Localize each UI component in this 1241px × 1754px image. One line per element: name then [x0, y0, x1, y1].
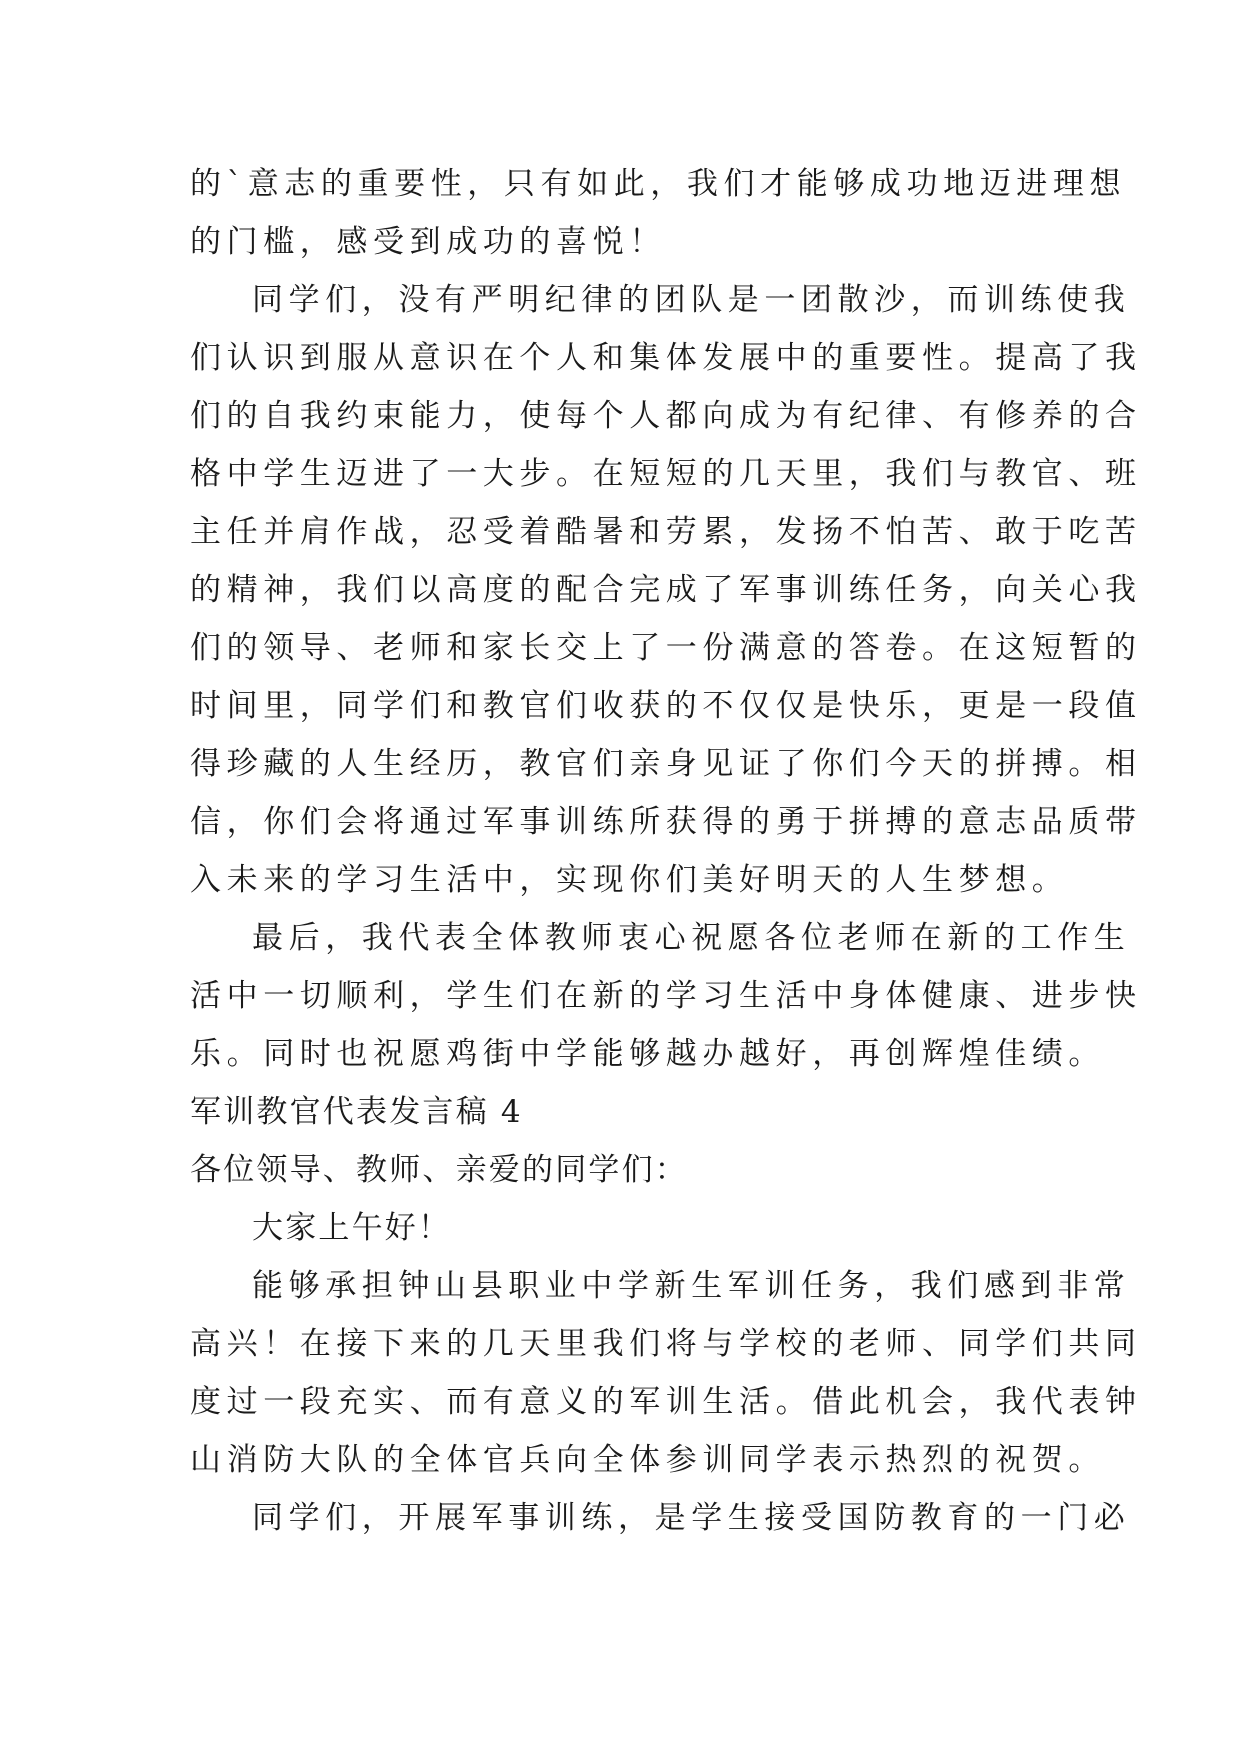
text-line: 的门槛，感受到成功的喜悦！ — [190, 224, 666, 260]
salutation: 各位领导、教师、亲爱的同学们： — [190, 1152, 688, 1188]
section-heading: 军训教官代表发言稿 4 — [190, 1094, 523, 1130]
text-line: 高兴！在接下来的几天里我们将与学校的老师、同学们共同 — [190, 1326, 1142, 1362]
text-line: 的`意志的重要性，只有如此，我们才能够成功地迈进理想 — [190, 166, 1127, 202]
text-line: 乐。同时也祝愿鸡街中学能够越办越好，再创辉煌佳绩。 — [190, 1036, 1105, 1072]
paragraph-start: 最后，我代表全体教师衷心祝愿各位老师在新的工作生 — [252, 920, 1131, 956]
text-line: 信，你们会将通过军事训练所获得的勇于拼搏的意志品质带 — [190, 804, 1142, 840]
paragraph-start: 能够承担钟山县职业中学新生军训任务，我们感到非常 — [252, 1268, 1131, 1304]
text-line: 们的自我约束能力，使每个人都向成为有纪律、有修养的合 — [190, 398, 1142, 434]
text-line: 的精神，我们以高度的配合完成了军事训练任务，向关心我 — [190, 572, 1142, 608]
text-line: 度过一段充实、而有意义的军训生活。借此机会，我代表钟 — [190, 1384, 1142, 1420]
greeting: 大家上午好！ — [252, 1210, 452, 1246]
text-line: 时间里，同学们和教官们收获的不仅仅是快乐，更是一段值 — [190, 688, 1142, 724]
text-line: 们认识到服从意识在个人和集体发展中的重要性。提高了我 — [190, 340, 1142, 376]
paragraph-start: 同学们，没有严明纪律的团队是一团散沙，而训练使我 — [252, 282, 1131, 318]
text-line: 们的领导、老师和家长交上了一份满意的答卷。在这短暂的 — [190, 630, 1142, 666]
text-line: 入未来的学习生活中，实现你们美好明天的人生梦想。 — [190, 862, 1069, 898]
text-line: 格中学生迈进了一大步。在短短的几天里，我们与教官、班 — [190, 456, 1142, 492]
text-line: 活中一切顺利，学生们在新的学习生活中身体健康、进步快 — [190, 978, 1142, 1014]
text-line: 山消防大队的全体官兵向全体参训同学表示热烈的祝贺。 — [190, 1442, 1105, 1478]
text-line: 主任并肩作战，忍受着酷暑和劳累，发扬不怕苦、敢于吃苦 — [190, 514, 1142, 550]
paragraph-start: 同学们，开展军事训练，是学生接受国防教育的一门必 — [252, 1500, 1131, 1536]
text-line: 得珍藏的人生经历，教官们亲身见证了你们今天的拼搏。相 — [190, 746, 1142, 782]
